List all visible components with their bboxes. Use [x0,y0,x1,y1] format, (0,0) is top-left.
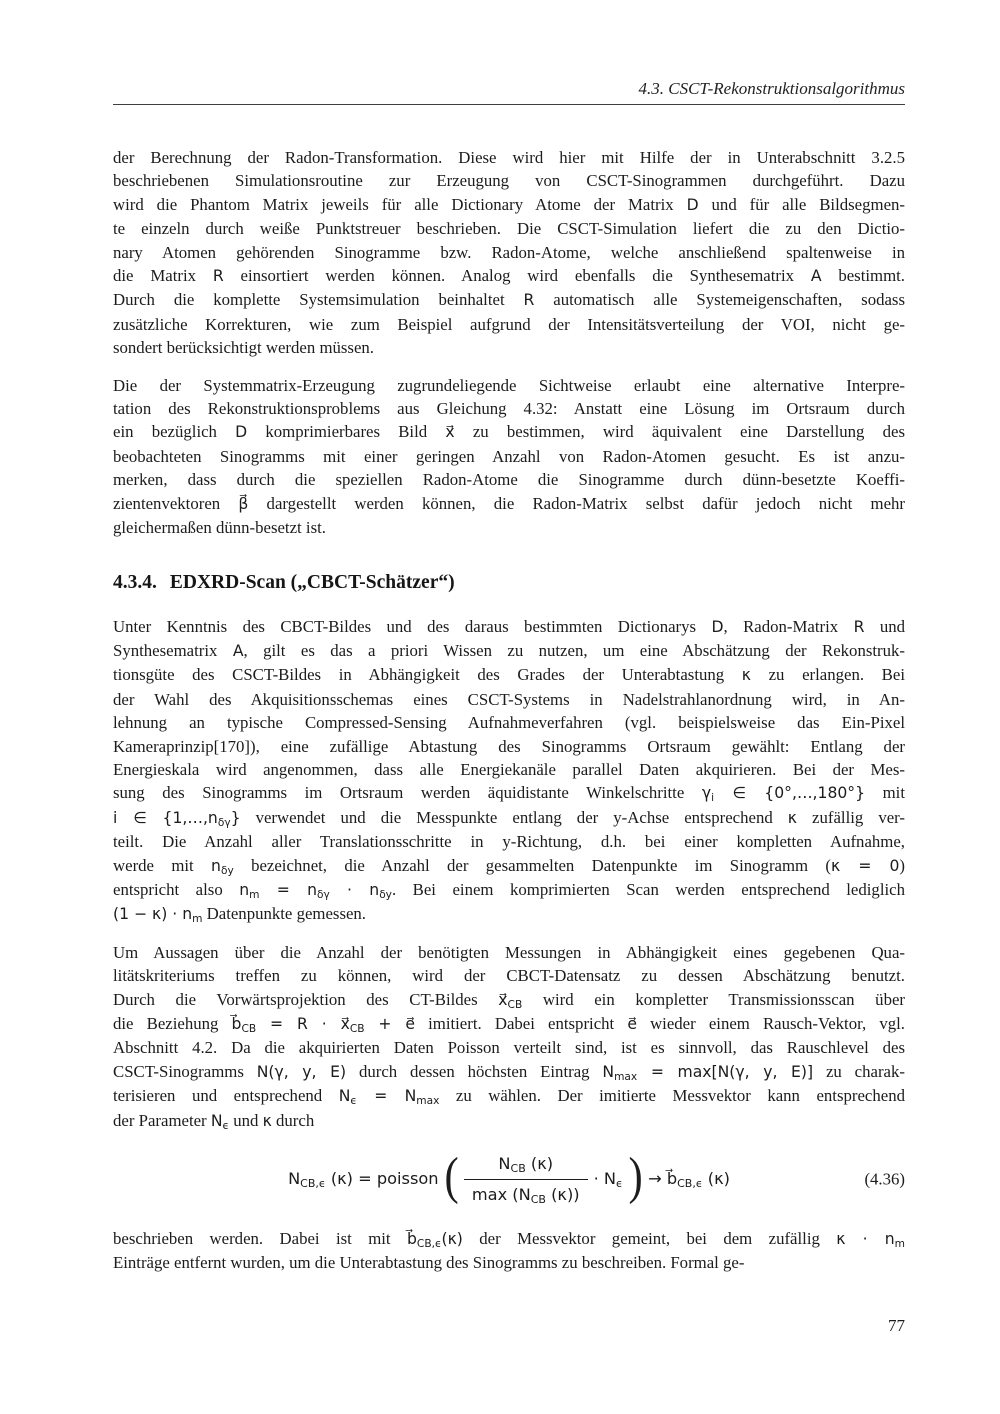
text-line: te einzeln durch weiße Punktstreuer beschrieben. Die CSCT-Simulation liefert die zu den Dictio- [113,219,905,239]
running-header: 4.3. CSCT-Rekonstruktionsalgorithmus [638,79,905,98]
text-line: teilt. Die Anzahl aller Translationsschritte in y-Richtung, d.h. bei einer kompletten Aufnahme, [113,832,905,852]
text-line: Synthesematrix A, gilt es das a priori Wissen zu nutzen, um eine Abschätzung der Rekonstruk- [113,640,905,660]
header-rule [113,104,905,105]
text-line: der Parameter $N_\epsilon$ und κ durch [113,1110,315,1132]
equation-number: (4.36) [864,1169,905,1189]
text-line: terisieren und entsprechend $N_\epsilon = N_{max}$ zu wählen. Der imitierte Messvektor kann entsprechend [113,1086,905,1108]
text-line: $(1 - \kappa) \cdot n_m$ Datenpunkte gemessen. [113,904,367,926]
equation-4-36 [113,1147,905,1211]
subsection-number: 4.3.4. [113,571,157,593]
equation-lhs: $N_{CB,\epsilon}$ (κ) = poisson [288,1169,439,1191]
text-line: sung des Sinogramms im Ortsraum werden äquidistante Winkelschritte $\gamma_i$ ∈ {0°,…,180°} mit [113,783,905,805]
text-line: Durch die Vorwärtsprojektion des CT-Bildes $x⃗_{CB}$ wird ein kompletter Transmissionsscan über [113,989,906,1011]
page-number: 77 [888,1316,905,1335]
text-line: tionsgüte des CSCT-Bildes in Abhängigkeit des Grades der Unterabtastung κ zu erlangen. Bei [113,665,905,685]
text-line: der Wahl des Akquisitionsschemas eines CSCT-Systems in Nadelstrahlanordnung wird, in An- [113,689,905,709]
text-line: Abschnitt 4.2. Da die akquirierten Daten Poisson verteilt sind, ist es sinnvoll, das Rauschlevel des [113,1038,905,1058]
text-line: die Matrix R einsortiert werden können. Analog wird ebenfalls die Synthesematrix A bestimmt. [113,266,905,286]
paragraph-5 [113,1227,905,1275]
big-open-paren: ( [444,1147,459,1205]
page-content [113,146,905,1289]
text-line: beschriebenen Simulationsroutine zur Erzeugung von CSCT-Sinogrammen durchgeführt. Dazu [113,171,905,191]
text-line: Einträge entfernt wurden, um die Unterabtastung des Sinogramms zu beschreiben. Formal ge- [113,1253,745,1273]
text-line: beschrieben werden. Dabei ist mit $b⃗_{CB,\epsilon}(\kappa)$ der Messvektor gemeint, bei dem zufällig $\kappa \cdot n_m$ [113,1229,905,1250]
text-line: beobachteten Sinogramms mit einer geringen Anzahl von Radon-Atomen gesucht. Es ist anzu- [113,446,905,466]
fraction-denominator: $\max (N_{CB}$ (κ)) [471,1184,580,1206]
text-line: litätskriteriums treffen zu können, wird der CBCT-Datensatz zu dessen Abschätzung benutzt. [113,966,905,986]
text-line: Durch die komplette Systemsimulation beinhaltet R automatisch alle Systemeigenschaften, sodass [113,290,905,310]
text-line: zusätzliche Korrekturen, wie zum Beispiel aufgrund der Intensitätsverteilung der VOI, nicht ge- [113,314,905,334]
text-line: Kameraprinzip[170]), eine zufällige Abtastung des Sinogramms Ortsraum gewählt: Entlang der [113,736,905,756]
text-line: tation des Rekonstruktionsproblems aus Gleichung 4.32: Anstatt eine Lösung im Ortsraum durch [113,399,905,419]
text-line: der Berechnung der Radon-Transformation. Diese wird hier mit Hilfe der in Unterabschnitt 3.2.5 [113,148,905,167]
text-line: Unter Kenntnis des CBCT-Bildes und des daraus bestimmten Dictionarys D, Radon-Matrix R und [113,616,905,636]
text-line: lehnung an typische Compressed-Sensing Aufnahmeverfahren (vgl. beispielsweise das Ein-Pixel [113,713,905,733]
text-line: CSCT-Sinogramms N(γ, y, E) durch dessen höchsten Eintrag $N_{max} = \max[N(\gamma$, y, E)] zu charak- [113,1061,905,1083]
text-line: werde mit $n_{\delta y}$ bezeichnet, die Anzahl der gesammelten Datenpunkte im Sinogramm (κ = 0) [113,855,906,877]
fraction-numerator: $N_{CB}$ (κ) [464,1152,588,1179]
text-line: ein bezüglich D komprimierbares Bild x⃗ zu bestimmen, wird äquivalent eine Darstellung des [113,422,905,442]
equation-rhs: → $b⃗_{CB,\epsilon}$ (κ) [648,1169,730,1191]
paragraph-4 [113,941,905,1133]
text-line: sondert berücksichtigt werden müssen. [113,338,374,358]
equation-body [285,1147,733,1206]
text-line: Die der Systemmatrix-Erzeugung zugrundeliegende Sichtweise erlaubt eine alternative Interpre- [113,375,905,395]
big-close-paren: ) [628,1147,643,1205]
paragraph-2 [113,374,905,540]
paragraph-1 [113,146,905,360]
text-line: i ∈ $\{1,\dots,n_{\delta\gamma}\}$ verwendet und die Messpunkte entlang der y-Achse entsprechend κ zufällig ver- [113,807,906,829]
text-line: merken, dass durch die speziellen Radon-Atome die Sinogramme durch dünn-besetzte Koeffi- [113,470,905,490]
text-line: wird die Phantom Matrix jeweils für alle Dictionary Atome der Matrix D und für alle Bildsegmen- [113,194,905,214]
subsection-heading [113,570,905,596]
text-line: zientenvektoren β⃗ dargestellt werden können, die Radon-Matrix selbst dafür jedoch nicht mehr [113,493,905,513]
text-line: nary Atomen gehörenden Sinogramme bzw. Radon-Atome, welche anschließend spaltenweise in [113,242,905,262]
equation-factor: · $N_\epsilon$ [593,1169,623,1191]
equation-fraction [464,1152,588,1206]
subsection-title: EDXRD-Scan („CBCT-Schätzer“) [169,571,455,593]
text-line: gleichermaßen dünn-besetzt ist. [113,518,326,538]
paragraph-3 [113,615,905,927]
text-line: entspricht also $n_m = n_{\delta\gamma} \cdot n_{\delta y}$. Bei einem komprimierten Scan werden entsprechend lediglich [113,879,905,901]
text-line: Energieskala wird angenommen, dass alle Energiekanäle parallel Daten akquirieren. Bei der Mes- [113,759,905,779]
text-line: Um Aussagen über die Anzahl der benötigten Messungen in Abhängigkeit eines gegebenen Qua- [113,942,905,962]
text-line: die Beziehung $b⃗_{CB} = R$ · $x⃗_{CB}$ + e⃗ imitiert. Dabei entspricht e⃗ wieder einem Rausch-Vektor, vgl. [113,1014,905,1035]
